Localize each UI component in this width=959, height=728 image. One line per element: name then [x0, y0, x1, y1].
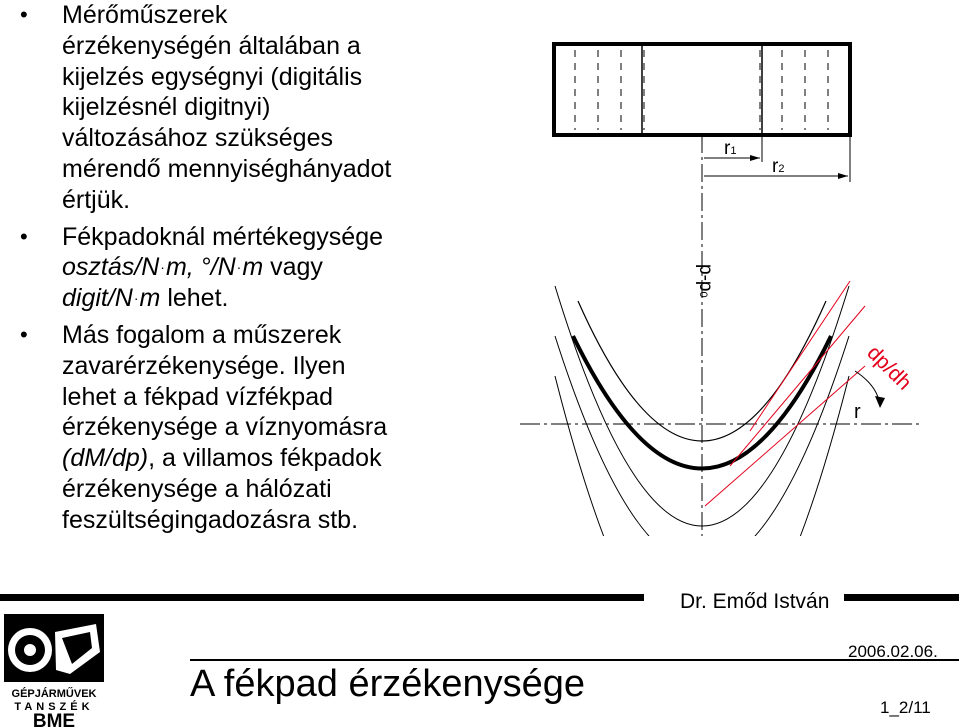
bullet-item — [20, 0, 500, 216]
bullet-line — [62, 474, 500, 505]
footer-bar-left — [0, 594, 644, 601]
text-segment: m, °/N — [165, 253, 236, 282]
dpdh-label: dp/dh — [862, 341, 916, 395]
drum-hatching — [575, 50, 828, 130]
r1-label: r1 — [724, 138, 737, 159]
text-segment: változásához szükséges — [62, 124, 333, 153]
bullet-line — [62, 222, 500, 253]
pressure-label: p-p0 — [695, 264, 716, 298]
text-segment: érzékenysége a hálózati — [62, 474, 332, 503]
text-segment: kijelzés egységnyi (digitális — [62, 62, 363, 91]
bullet-line — [62, 252, 500, 283]
department-logo — [0, 612, 110, 728]
logo-line1: GÉPJÁRMŰVEK — [11, 688, 97, 700]
bullet-line — [62, 443, 500, 474]
r-label: r — [854, 401, 861, 423]
page-number: 1_2/11 — [880, 698, 931, 717]
text-segment: lehet a fékpad vízfékpad — [62, 382, 334, 411]
author-name: Dr. Emőd István — [680, 590, 830, 613]
text-segment: Más fogalom a műszerek — [62, 320, 342, 349]
r1-arrow — [750, 155, 760, 161]
text-segment: feszültségingadozásra stb. — [62, 505, 359, 534]
text-segment: , a villamos fékpadok — [148, 444, 382, 473]
slide-date: 2006.02.06. — [848, 642, 938, 661]
bullet-item — [20, 222, 500, 314]
text-segment: Mérőműszerek — [62, 1, 228, 29]
bullet-item — [20, 320, 500, 536]
bullet-line — [62, 0, 500, 31]
bullet-list — [20, 0, 500, 542]
text-segment: · — [133, 290, 139, 307]
bullet-line — [62, 154, 500, 185]
r2-arrow — [838, 173, 848, 179]
text-segment: · — [160, 259, 165, 276]
logo-line2: TANSZÉK — [14, 701, 94, 713]
bullet-dot-icon: • — [20, 321, 28, 347]
bullet-line — [62, 351, 500, 382]
footer-rule — [190, 659, 959, 661]
logo-line3: BME — [32, 711, 76, 728]
footer-bar-right — [844, 594, 959, 601]
bullet-line — [62, 382, 500, 413]
text-segment: Fékpadoknál mértékegysége — [62, 222, 384, 251]
text-segment: kijelzésnél digitnyi) — [62, 93, 271, 122]
text-segment: digit/N — [62, 284, 133, 313]
bullet-line — [62, 412, 500, 443]
text-segment: m — [139, 284, 161, 313]
rotating-liquid-diagram — [520, 36, 920, 536]
dpdh-arrow — [875, 396, 885, 408]
tangent-lines — [705, 281, 865, 506]
bullet-line — [62, 92, 500, 123]
text-segment: értjük. — [62, 185, 131, 214]
text-segment: lehet. — [160, 284, 229, 313]
text-segment: (dM/dp) — [62, 444, 149, 473]
r2-label: r2 — [772, 156, 785, 177]
bullet-line — [62, 283, 500, 314]
bullet-line — [62, 123, 500, 154]
text-segment: zavarérzékenysége. Ilyen — [62, 351, 346, 380]
bullet-line — [62, 31, 500, 62]
text-segment: · — [236, 259, 242, 276]
bullet-dot-icon: • — [20, 223, 28, 249]
text-segment: m — [242, 253, 264, 282]
bullet-dot-icon: • — [20, 2, 28, 27]
bullet-line — [62, 62, 500, 93]
bullet-line — [62, 505, 500, 536]
bullet-line — [62, 320, 500, 351]
bullet-line — [62, 185, 500, 216]
text-segment: osztás/N — [62, 253, 160, 282]
text-segment: mérendő mennyiséghányadot — [62, 154, 392, 183]
slide-title: A fékpad érzékenysége — [190, 663, 586, 705]
text-segment: érzékenységén általában a — [62, 31, 361, 60]
text-segment: érzékenysége a víznyomásra — [62, 413, 388, 442]
text-segment: vagy — [263, 253, 323, 282]
